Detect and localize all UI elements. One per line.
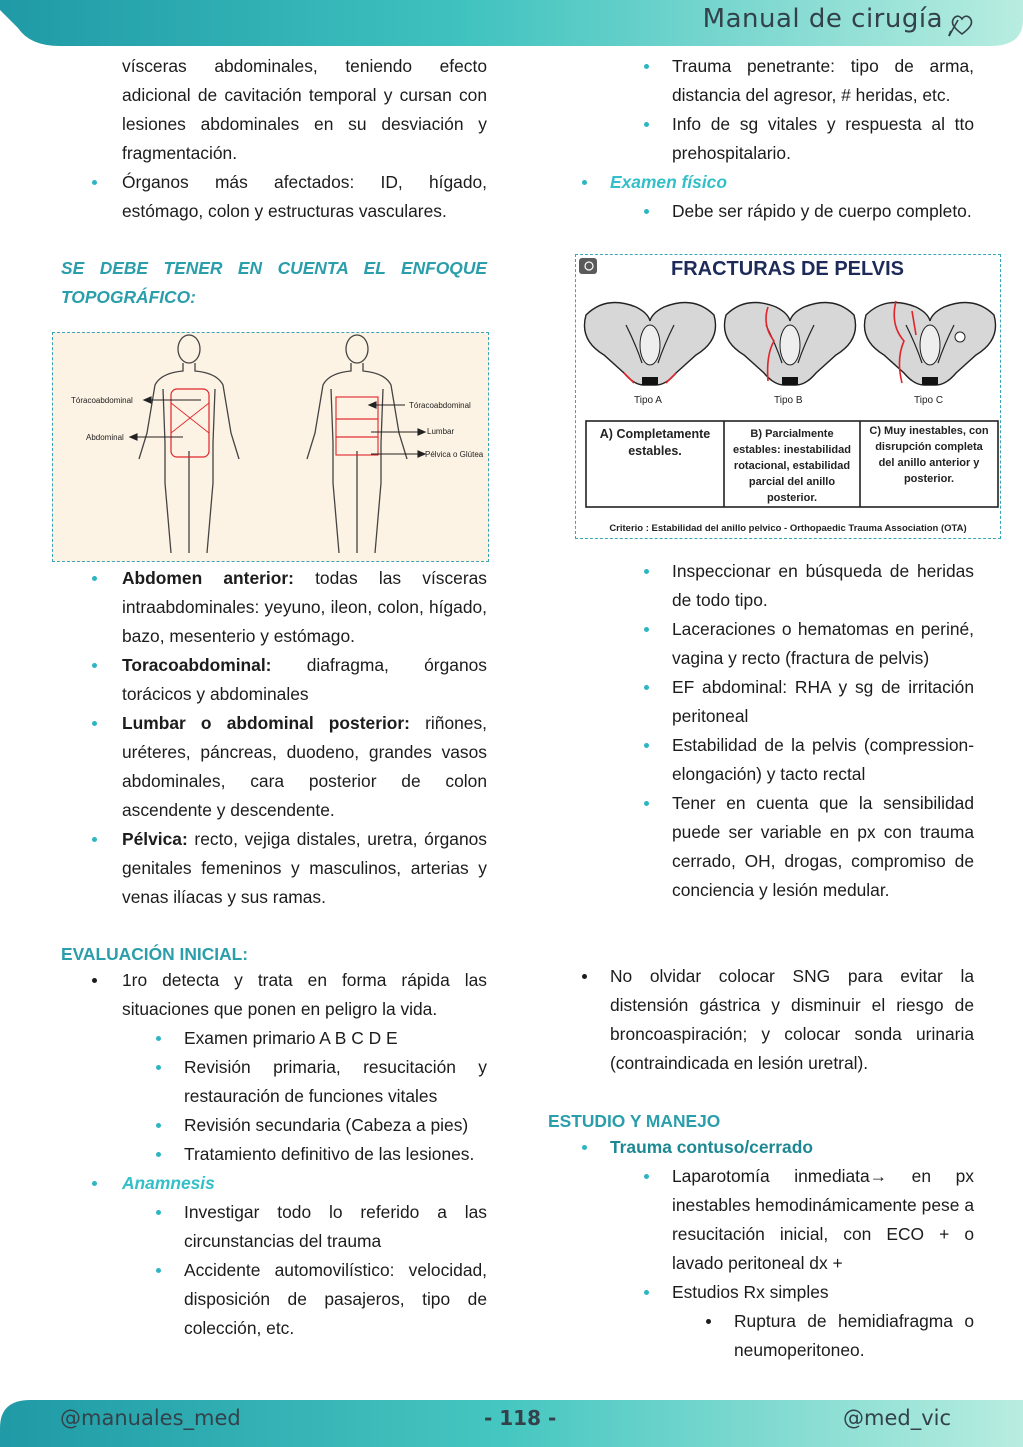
- body-figure-svg: [53, 333, 488, 561]
- table-cell-c: posterior.: [903, 473, 955, 485]
- study-list: [576, 1133, 974, 1365]
- footer-handle-left: @manuales_med: [60, 1406, 241, 1430]
- table-cell-b: parcial del anillo: [748, 476, 836, 488]
- list-item: [576, 168, 974, 197]
- back-body-outline: [307, 335, 407, 553]
- sub-item-text: Estabilidad de la pelvis (compression-elongación) y tacto rectal: [672, 735, 974, 784]
- pelvis-type-c: [864, 301, 995, 385]
- sub-item-text: Trauma penetrante: tipo de arma, distancia del agresor, # heridas, etc.: [672, 56, 974, 105]
- evaluation-heading: EVALUACIÓN INICIAL:: [61, 944, 249, 964]
- list-item: [576, 1133, 974, 1162]
- table-cell-b: estables: inestabilidad: [733, 444, 851, 456]
- sng-list: [576, 962, 974, 1078]
- bullet-icon: [156, 1268, 161, 1273]
- pelvis-criterion: Criterio : Estabilidad del anillo pelvico - Orthopaedic Trauma Association (OTA): [609, 523, 967, 534]
- heart-pen-icon: [946, 8, 978, 40]
- organs-list: [88, 168, 487, 226]
- bullet-icon: [582, 180, 587, 185]
- sub-item-text: Laceraciones o hematomas en periné, vagina y recto (fractura de pelvis): [672, 619, 974, 668]
- bullet-icon: [92, 1181, 97, 1186]
- list-item: [700, 1307, 974, 1365]
- list-item: [150, 1053, 487, 1111]
- bullet-icon: [92, 978, 97, 983]
- bullet-icon: [156, 1210, 161, 1215]
- topographic-body-figure: [52, 332, 489, 562]
- pelvis-fractures-figure: [575, 254, 1001, 539]
- region-text: todas las vísceras intraabdominales: yeyuno, ileon, colon, hígado, bazo, mesenterio y estómago.: [122, 568, 487, 646]
- bullet-icon: [644, 627, 649, 632]
- exam-sublist: [638, 557, 974, 905]
- bullet-icon: [92, 576, 97, 581]
- region-text: riñones, uréteres, páncreas, duodeno, grandes vasos abdominales, cara posterior de colon ascendente y descendente.: [122, 713, 488, 820]
- list-item: [638, 673, 974, 731]
- list-item: [638, 52, 974, 110]
- list-item: [150, 1111, 487, 1140]
- list-item: [150, 1140, 487, 1169]
- page-number: - 118 -: [484, 1406, 557, 1430]
- region-term: Pélvica:: [122, 829, 188, 849]
- front-label-abdominal: Abdominal: [86, 433, 124, 442]
- organs-text: Órganos más afectados: ID, hígado, estómago, colon y estructuras vasculares.: [122, 172, 487, 221]
- bullet-icon: [644, 1174, 649, 1179]
- sub-item-text: Accidente automovilístico: velocidad, disposición de pasajeros, tipo de colección, etc.: [184, 1260, 487, 1338]
- anamnesis-sublist: [88, 1198, 487, 1343]
- bullet-icon: [644, 1290, 649, 1295]
- list-item: [638, 1278, 974, 1307]
- sub-item-text: Ruptura de hemidiafragma o neumoperitoneo.: [734, 1311, 974, 1360]
- study-heading: ESTUDIO Y MANEJO: [548, 1111, 721, 1131]
- front-label-thoracoabdominal: Tóracoabdominal: [71, 396, 133, 405]
- eval-item-text: 1ro detecta y trata en forma rápida las situaciones que ponen en peligro la vida.: [122, 970, 487, 1019]
- list-item: [150, 1256, 487, 1343]
- list-item: [638, 557, 974, 615]
- page-header-title: Manual de cirugía: [702, 4, 943, 34]
- list-item: [150, 1024, 487, 1053]
- list-item: [150, 1198, 487, 1256]
- footer-handle-right: @med_vic: [842, 1406, 951, 1430]
- bullet-icon: [156, 1036, 161, 1041]
- rx-sublist: [638, 1307, 974, 1365]
- sub-item-text: Laparotomía inmediata→ en px inestables hemodinámicamente pese a resucitación inicial, con ECO + o lavado peritoneal dx +: [672, 1166, 974, 1273]
- list-item: [638, 110, 974, 168]
- region-term: Lumbar o abdominal posterior:: [122, 713, 410, 733]
- list-item: [576, 962, 974, 1078]
- pelvis-figure-svg: [576, 255, 1000, 538]
- bullet-icon: [644, 569, 649, 574]
- table-cell-a: A) Completamente: [599, 427, 711, 441]
- back-label-thoracoabdominal: Tóracoabdominal: [409, 401, 471, 410]
- region-term: Toracoabdominal:: [122, 655, 272, 675]
- list-item: [638, 1162, 974, 1278]
- bullet-icon: [156, 1152, 161, 1157]
- bullet-icon: [582, 1145, 587, 1150]
- table-cell-c: disrupción completa: [875, 441, 983, 453]
- sub-item-text: EF abdominal: RHA y sg de irritación peritoneal: [672, 677, 974, 726]
- back-label-pelvic-gluteal: Pélvica o Glútea: [425, 450, 484, 459]
- list-item: [88, 1169, 487, 1198]
- eval-sublist: [88, 1024, 487, 1169]
- table-cell-b: rotacional, estabilidad: [733, 460, 851, 472]
- contuso-label: Trauma contuso/cerrado: [610, 1137, 813, 1157]
- sub-item-text: Inspeccionar en búsqueda de heridas de todo tipo.: [672, 561, 974, 610]
- table-cell-b: posterior.: [766, 492, 818, 504]
- list-item: [88, 966, 487, 1024]
- region-term: Abdomen anterior:: [122, 568, 294, 588]
- anamnesis-label: Anamnesis: [122, 1173, 215, 1193]
- sng-text: No olvidar colocar SNG para evitar la distensión gástrica y disminuir el riesgo de broncoaspiración; y colocar sonda urinaria (contraindicada en lesión uretral).: [610, 966, 974, 1073]
- bullet-icon: [644, 122, 649, 127]
- sub-item-text: Info de sg vitales y respuesta al tto prehospitalario.: [672, 114, 974, 163]
- right-top-sublist: [638, 52, 974, 168]
- contuso-sublist: [576, 1162, 974, 1365]
- bullet-icon: [92, 837, 97, 842]
- type-label: Tipo B: [774, 395, 803, 406]
- back-label-lumbar: Lumbar: [427, 427, 455, 436]
- sub-item-text: Revisión primaria, resucitación y restauración de funciones vitales: [184, 1057, 487, 1106]
- bullet-icon: [92, 721, 97, 726]
- bullet-icon: [644, 64, 649, 69]
- bullet-icon: [644, 209, 649, 214]
- bullet-icon: [706, 1319, 711, 1324]
- evaluation-list: [88, 966, 487, 1343]
- sub-item-text: Tratamiento definitivo de las lesiones.: [184, 1144, 475, 1164]
- intro-paragraph: vísceras abdominales, teniendo efecto adicional de cavitación temporal y cursan con lesiones abdominales en su desviación y fragmentación.: [122, 56, 487, 163]
- bullet-icon: [644, 685, 649, 690]
- bullet-icon: [92, 180, 97, 185]
- table-cell-c: C) Muy inestables, con: [869, 425, 989, 437]
- region-item: [88, 651, 487, 709]
- exam-list: [576, 168, 974, 226]
- list-item: [638, 731, 974, 789]
- region-item: [88, 709, 487, 825]
- region-item: [88, 564, 487, 651]
- pelvis-type-b: [724, 303, 855, 386]
- sub-item-text: Investigar todo lo referido a las circunstancias del trauma: [184, 1202, 487, 1251]
- table-cell-c: del anillo anterior y: [878, 457, 980, 469]
- type-label: Tipo C: [914, 395, 944, 406]
- sub-item-text: Debe ser rápido y de cuerpo completo.: [672, 201, 972, 221]
- list-item: [638, 615, 974, 673]
- bullet-icon: [156, 1123, 161, 1128]
- list-item: [88, 168, 487, 226]
- region-item: [88, 825, 487, 912]
- pelvis-type-a: [584, 303, 715, 386]
- table-cell-b: B) Parcialmente: [750, 428, 834, 440]
- region-text: diafragma, órganos torácicos y abdominales: [122, 655, 487, 704]
- bullet-icon: [156, 1065, 161, 1070]
- sub-item-text: Examen primario A B C D E: [184, 1028, 398, 1048]
- bullet-icon: [644, 743, 649, 748]
- sub-item-text: Estudios Rx simples: [672, 1282, 829, 1302]
- region-text: recto, vejiga distales, uretra, órganos genitales femeninos y masculinos, arterias y venas ilíacas y sus ramas.: [122, 829, 487, 907]
- type-label: Tipo A: [634, 395, 662, 406]
- bullet-icon: [644, 801, 649, 806]
- sub-item-text: Tener en cuenta que la sensibilidad puede ser variable en px con trauma cerrado, OH, drogas, compromiso de conciencia y lesión medular.: [672, 793, 974, 900]
- sub-item-text: Revisión secundaria (Cabeza a pies): [184, 1115, 469, 1135]
- regions-list: [88, 564, 487, 912]
- list-item: [576, 197, 974, 226]
- front-body-outline: [139, 335, 239, 553]
- list-item: [638, 789, 974, 905]
- topography-heading: SE DEBE TENER EN CUENTA EL ENFOQUE TOPOGRÁFICO:: [61, 258, 487, 307]
- table-cell-a: estables.: [628, 444, 682, 458]
- exam-label: Examen físico: [610, 172, 727, 192]
- bullet-icon: [92, 663, 97, 668]
- search-document-icon: [579, 258, 597, 274]
- bullet-icon: [582, 974, 587, 979]
- pelvis-figure-title: FRACTURAS DE PELVIS: [671, 258, 904, 280]
